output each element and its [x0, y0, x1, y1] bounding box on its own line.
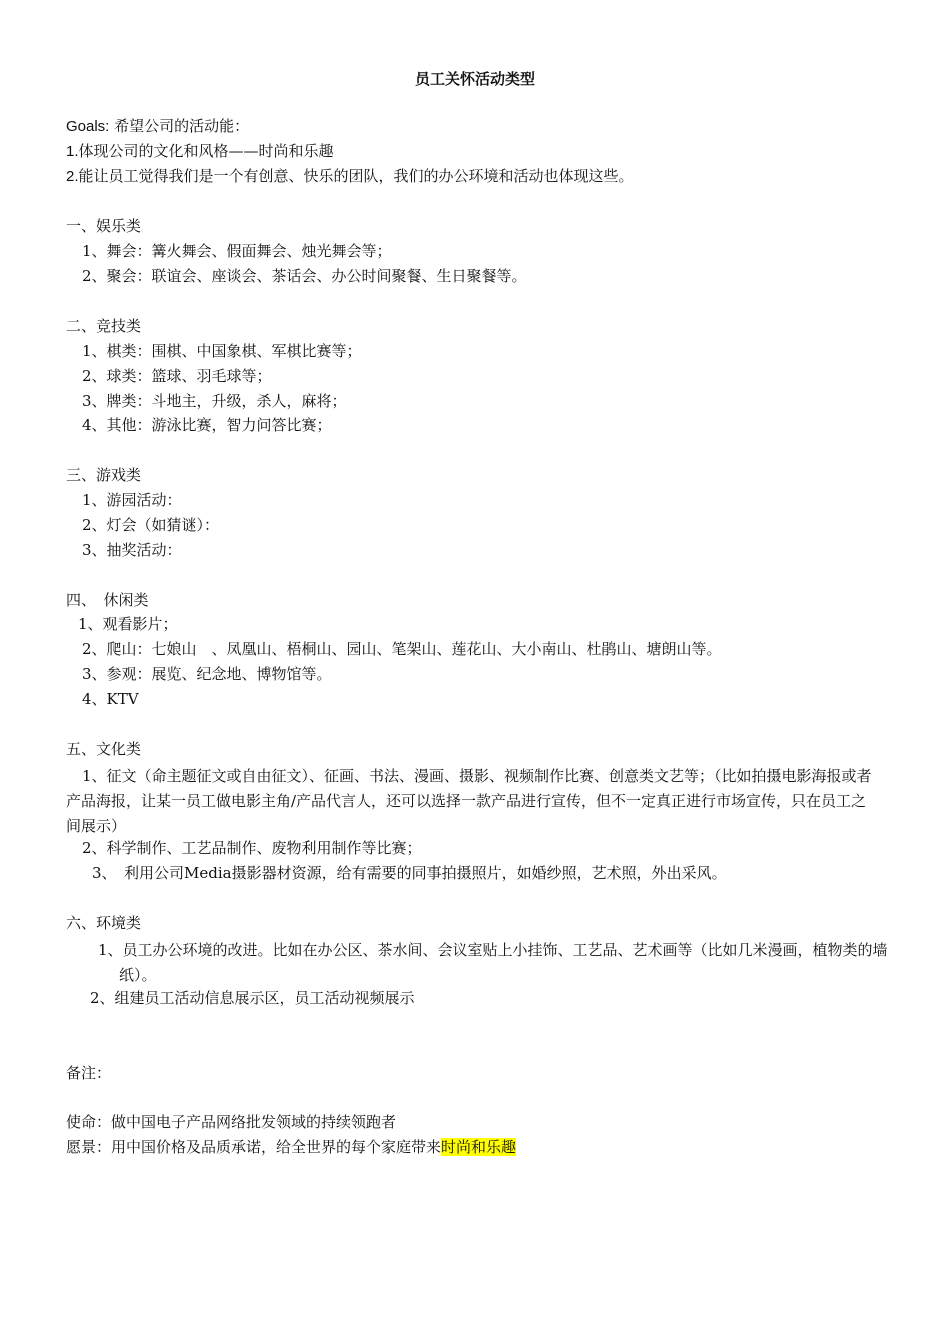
list-item: 1、员工办公环境的改进。比如在办公区、茶水间、会议室贴上小挂饰、工艺品、艺术画等（比如几米漫画，植物类的墙纸）。	[98, 941, 888, 984]
section-heading-competition: 二、竞技类	[66, 317, 142, 335]
list-item: 4、KTV	[82, 690, 139, 708]
mission-line: 使命：做中国电子产品网络批发领域的持续领跑者	[66, 1113, 397, 1131]
list-item: 2、爬山：七娘山 、凤凰山、梧桐山、园山、笔架山、莲花山、大小南山、杜鹃山、塘朗山等。	[82, 640, 722, 658]
section-heading-culture: 五、文化类	[66, 740, 142, 758]
goals-label: Goals:	[66, 118, 110, 135]
goal-item-1: 1.体现公司的文化和风格——时尚和乐趣	[66, 142, 334, 160]
list-item: 3、 利用公司Media摄影器材资源，给有需要的同事拍摄照片，如婚纱照，艺术照，外出采风。	[92, 864, 727, 882]
notes-label: 备注：	[66, 1064, 112, 1082]
list-item: 2、聚会：联谊会、座谈会、茶话会、办公时间聚餐、生日聚餐等。	[82, 267, 527, 285]
goals-text: 希望公司的活动能：	[109, 117, 250, 135]
list-item: 3、参观：展览、纪念地、博物馆等。	[82, 665, 332, 683]
list-item: 3、抽奖活动：	[82, 541, 182, 559]
list-item: 1、棋类：围棋、中国象棋、军棋比赛等；	[82, 342, 362, 360]
list-item: 1、游园活动：	[82, 491, 182, 509]
list-item: 4、其他：游泳比赛，智力问答比赛；	[82, 416, 332, 434]
list-item: 2、灯会（如猜谜）：	[82, 516, 220, 534]
list-item: 1、舞会：篝火舞会、假面舞会、烛光舞会等；	[82, 242, 392, 260]
list-item: 2、组建员工活动信息展示区，员工活动视频展示	[90, 989, 415, 1007]
section-heading-entertainment: 一、娱乐类	[66, 217, 142, 235]
list-item: 3、牌类：斗地主，升级，杀人，麻将；	[82, 392, 347, 410]
goal-item-2: 2.能让员工觉得我们是一个有创意、快乐的团队，我们的办公环境和活动也体现这些。	[66, 167, 634, 185]
vision-line: 愿景：用中国价格及品质承诺，给全世界的每个家庭带来时尚和乐趣	[66, 1138, 517, 1156]
list-item: 2、球类：篮球、羽毛球等；	[82, 367, 272, 385]
list-item: 1、观看影片；	[78, 615, 178, 633]
list-item: 1、征文（命主题征文或自由征文）、征画、书法、漫画、摄影、视频制作比赛、创意类文艺等；（比如拍摄电影海报或者产品海报，让某一员工做电影主角/产品代言人，还可以选择一款产品进行宣传，但不一定真正进行市场宣传，只在员工之间展示）	[66, 767, 872, 835]
vision-highlight: 时尚和乐趣	[441, 1138, 517, 1156]
list-item: 2、科学制作、工艺品制作、废物利用制作等比赛；	[82, 839, 422, 857]
section-heading-environment: 六、环境类	[66, 914, 142, 932]
page-title: 员工关怀活动类型	[414, 71, 535, 88]
goals-line	[66, 116, 249, 137]
section-heading-games: 三、游戏类	[66, 466, 142, 484]
section-heading-leisure: 四、 休闲类	[66, 591, 149, 609]
